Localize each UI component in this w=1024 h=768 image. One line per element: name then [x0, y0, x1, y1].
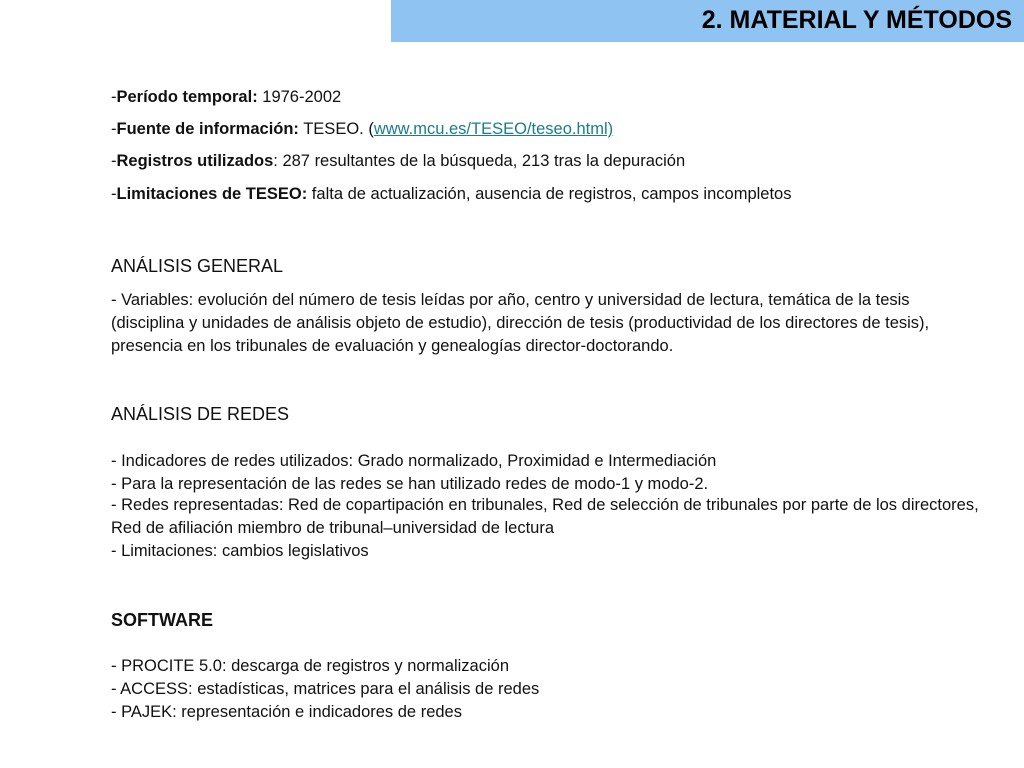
info-limitations: -Limitaciones de TESEO: falta de actualización, ausencia de registros, campos incompletos: [111, 185, 792, 203]
info-records-value: : 287 resultantes de la búsqueda, 213 tras la depuración: [273, 152, 686, 170]
info-period-label: Período temporal:: [116, 88, 258, 106]
info-source-label: Fuente de información:: [116, 120, 299, 138]
heading-analisis-general: ANÁLISIS GENERAL: [111, 256, 284, 276]
software-item-pajek: - PAJEK: representación e indicadores de redes: [111, 703, 462, 721]
info-period-value: 1976-2002: [257, 88, 342, 106]
heading-software: SOFTWARE: [111, 610, 213, 630]
redes-item-representation: - Para la representación de las redes se han utilizado redes de modo-1 y modo-2.: [111, 475, 709, 493]
info-source: -Fuente de información: TESEO. (www.mcu.es/TESEO/teseo.html): [111, 120, 614, 138]
info-period: -Período temporal: 1976-2002: [111, 88, 342, 106]
redes-item-limitations: - Limitaciones: cambios legislativos: [111, 542, 369, 560]
analisis-general-text: - Variables: evolución del número de tesis leídas por año, centro y universidad de lectura, temática de la tesis (disciplina y unidades de análisis objeto de estudio), dirección de tesis (productividad de los directores de tesis), presencia en los tribunales de evaluación y genealogías director-doctorando.: [111, 291, 930, 355]
info-records: -Registros utilizados: 287 resultantes de la búsqueda, 213 tras la depuración: [111, 152, 686, 170]
info-limitations-value: falta de actualización, ausencia de registros, campos incompletos: [307, 185, 792, 203]
info-source-value: TESEO. (: [298, 120, 374, 138]
info-limitations-label: Limitaciones de TESEO:: [116, 185, 308, 203]
redes-item-networks: - Redes representadas: Red de copartipación en tribunales, Red de selección de tribunales por parte de los directores, Red de afiliación miembro de tribunal–universidad de lectura: [111, 496, 979, 537]
software-item-access: - ACCESS: estadísticas, matrices para el análisis de redes: [111, 680, 540, 698]
info-records-label: Registros utilizados: [116, 152, 274, 170]
redes-item-indicators: - Indicadores de redes utilizados: Grado normalizado, Proximidad e Intermediación: [111, 452, 717, 470]
teseo-link[interactable]: www.mcu.es/TESEO/teseo.html): [373, 120, 614, 138]
heading-analisis-redes: ANÁLISIS DE REDES: [111, 404, 290, 424]
software-item-procite: - PROCITE 5.0: descarga de registros y normalización: [111, 657, 509, 675]
slide-title: 2. MATERIAL Y MÉTODOS: [701, 6, 1012, 34]
title-bar: [391, 0, 1024, 42]
